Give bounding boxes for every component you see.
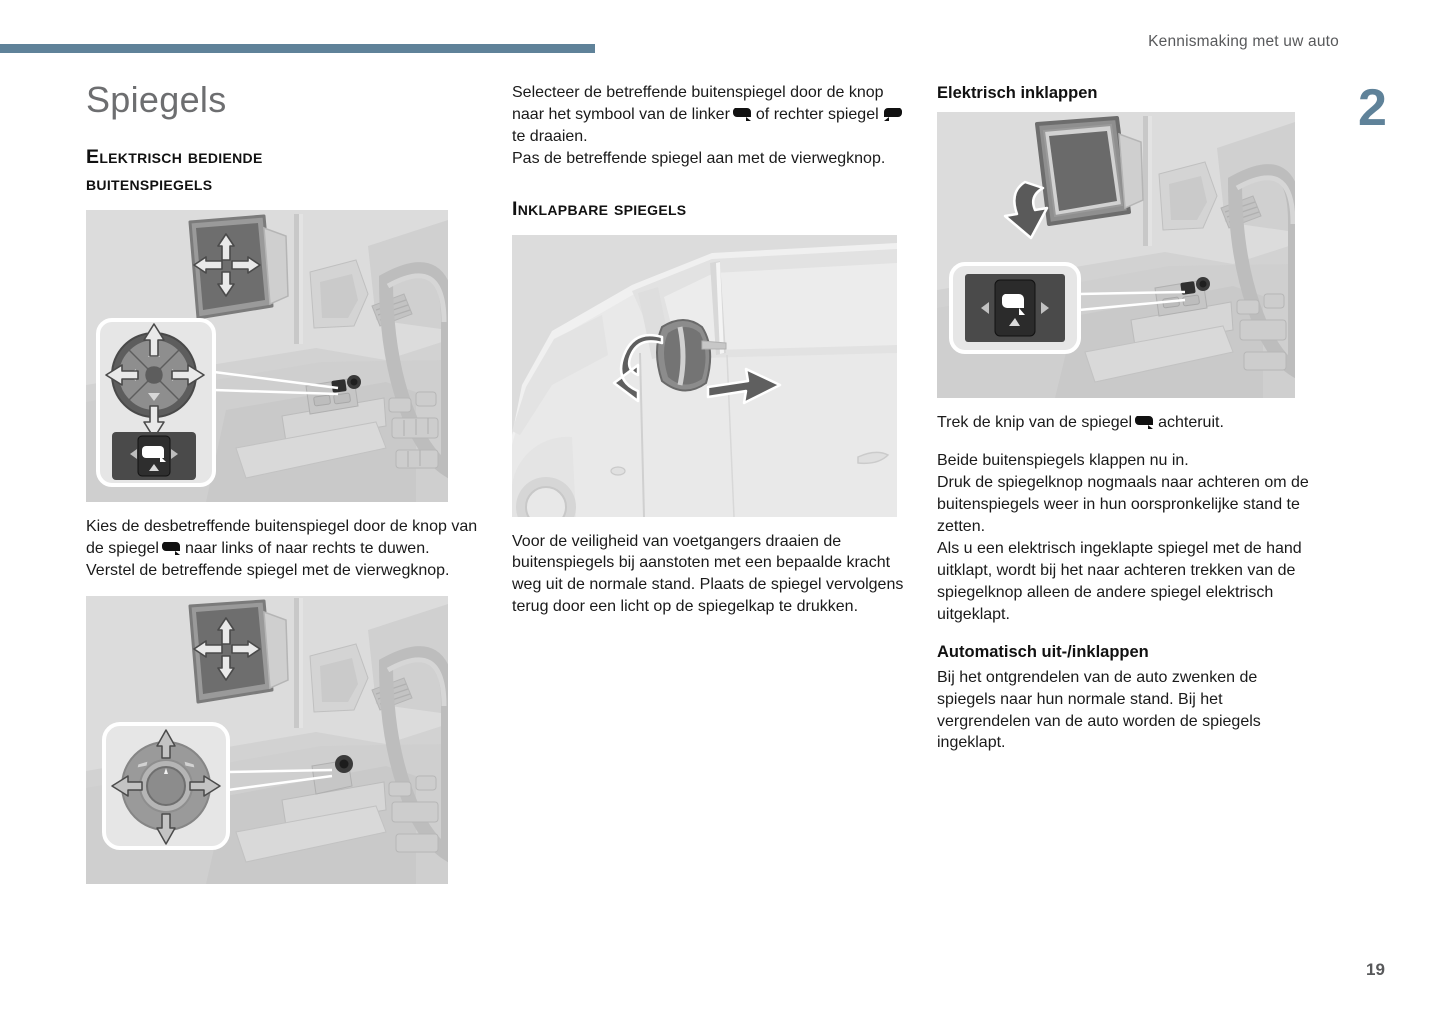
middle-column <box>512 82 910 618</box>
right-mirror-symbol <box>882 107 902 122</box>
paragraph-kies-spiegel <box>86 516 481 560</box>
paragraph-pas-spiegel-aan: Pas de betreffende spiegel aan met de vierwegknop. <box>512 149 886 167</box>
right-column <box>937 82 1315 754</box>
paragraph-selecteer-spiegel <box>512 82 910 148</box>
page-title: Spiegels <box>86 79 227 120</box>
heading-inklapbare-spiegels: Inklapbare spiegels <box>512 197 687 220</box>
paragraph-selecteer-part3: te draaien. <box>512 127 588 145</box>
left-mirror-symbol <box>162 541 182 556</box>
paragraph-selecteer-part1: Selecteer de betreffende buitenspiegel door de knop naar het symbool van de linker <box>512 84 884 123</box>
paragraph-handmatig-uitklappen: Als u een elektrisch ingeklapte spiegel met de hand uitklapt, wordt bij het naar achteren trekken van de spiegelknop alleen de andere spiegel elektrisch uitgeklapt. <box>937 539 1302 623</box>
figure-door-panel-rocker <box>86 210 448 502</box>
paragraph-kies-spiegel-part2: naar links of naar rechts te duwen. <box>184 539 430 557</box>
heading-automatisch-uit-inklappen: Automatisch uit-/inklappen <box>937 643 1149 662</box>
paragraph-verstel-spiegel: Verstel de betreffende spiegel met de vierwegknop. <box>86 561 450 579</box>
paragraph-trek-knip <box>937 412 1315 434</box>
header-rule <box>0 44 595 53</box>
left-mirror-symbol <box>1135 415 1155 430</box>
paragraph-beide-spiegels-klappen-in: Beide buitenspiegels klappen nu in. <box>937 452 1189 470</box>
heading-elektrisch-inklappen: Elektrisch inklappen <box>937 84 1098 102</box>
paragraph-druk-spiegelknop: Druk de spiegelknop nogmaals naar achteren om de buitenspiegels weer in hun oorspronkelijke stand te zetten. <box>937 474 1309 535</box>
paragraph-trek-knip-part2: achteruit. <box>1158 414 1224 432</box>
paragraph-kies-spiegel-part1: Kies de desbetreffende buitenspiegel door de knop van de spiegel <box>86 517 478 557</box>
paragraph-spacer <box>937 434 1315 450</box>
chapter-number-tab: 2 <box>1358 79 1387 137</box>
figure-electric-fold-mirror <box>937 112 1295 398</box>
heading-elektrisch-bediende-buitenspiegels: Elektrisch bediende buitenspiegels <box>86 146 263 195</box>
paragraph-trek-knip-part1: Trek de knip van de spiegel <box>937 414 1133 432</box>
page-number: 19 <box>1366 960 1385 979</box>
figure-folding-mirror-side-view <box>512 235 897 517</box>
figure-door-panel-rotary <box>86 596 448 884</box>
running-head: Kennismaking met uw auto <box>1148 33 1339 50</box>
left-column <box>86 79 481 884</box>
paragraph-automatisch-inklappen: Bij het ontgrendelen van de auto zwenken de spiegels naar hun normale stand. Bij het vergrendelen van de auto worden de spiegels ingeklapt. <box>937 668 1261 752</box>
paragraph-selecteer-part2: of rechter spiegel <box>755 105 879 123</box>
left-mirror-symbol <box>733 107 753 122</box>
paragraph-voetgangers-veiligheid: Voor de veiligheid van voetgangers draaien de buitenspiegels bij aanstoten met een bepaalde kracht weg uit de normale stand. Plaats de spiegel vervolgens terug door een licht op de spiegelkap te drukken. <box>512 532 904 616</box>
